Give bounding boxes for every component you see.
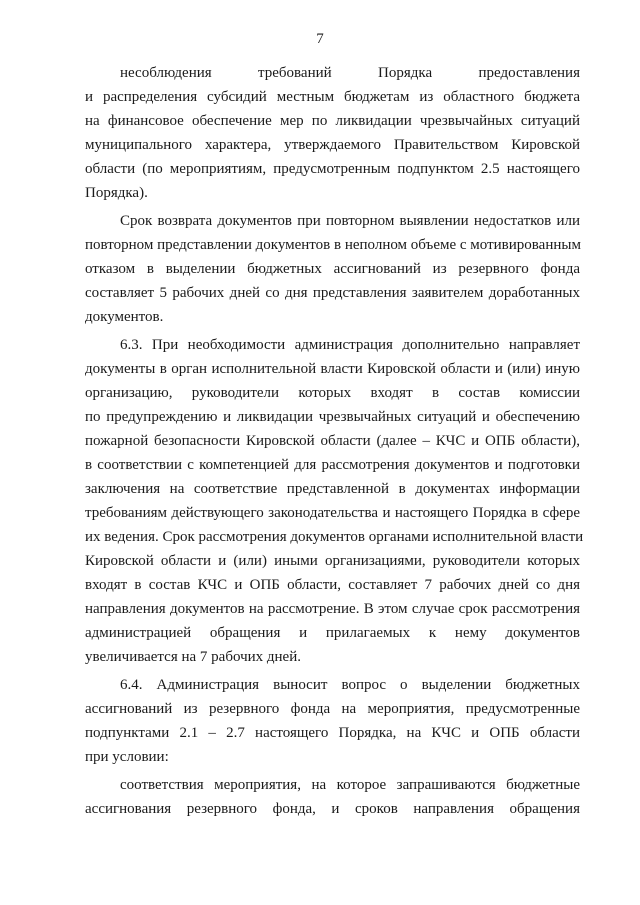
text-line: документов. xyxy=(85,309,164,325)
text-line: составляет 5 рабочих дней со дня представления заявителем доработанных xyxy=(85,285,580,301)
text-line: отказом в выделении бюджетных ассигнований из резервного фонда xyxy=(85,261,580,277)
text-line: и распределения субсидий местным бюджетам из областного бюджета xyxy=(85,89,580,105)
text-line: администрацией обращения и прилагаемых к нему документов xyxy=(85,625,580,641)
text-line: направления документов на рассмотрение. В этом случае срок рассмотрения xyxy=(85,601,580,617)
text-line: по предупреждению и ликвидации чрезвычайных ситуаций и обеспечению xyxy=(85,409,580,425)
text-line: документы в орган исполнительной власти Кировской области и (или) иную xyxy=(85,361,580,377)
text-line: входят в состав КЧС и ОПБ области, составляет 7 рабочих дней со дня xyxy=(85,577,580,593)
text-line: заключения на соответствие представленной в документах информации xyxy=(85,481,580,497)
text-line: требованиям действующего законодательства и настоящего Порядка в сфере xyxy=(85,505,580,521)
text-line: в соответствии с компетенцией для рассмотрения документов и подготовки xyxy=(85,457,580,473)
text-line: 6.4. Администрация выносит вопрос о выделении бюджетных xyxy=(120,677,580,693)
text-line: муниципального характера, утверждаемого Правительством Кировской xyxy=(85,137,580,153)
text-line: повторном представлении документов в неполном объеме с мотивированным xyxy=(85,237,581,253)
text-line: при условии: xyxy=(85,749,169,765)
text-line: подпунктами 2.1 – 2.7 настоящего Порядка, на КЧС и ОПБ области xyxy=(85,725,580,741)
text-line: области (по мероприятиям, предусмотренным подпунктом 2.5 настоящего xyxy=(85,161,580,177)
text-line: 6.3. При необходимости администрация дополнительно направляет xyxy=(120,337,580,353)
text-line: Кировской области и (или) иными организациями, руководители которых xyxy=(85,553,580,569)
text-line: соответствия мероприятия, на которое запрашиваются бюджетные xyxy=(120,777,580,793)
text-line: ассигнования резервного фонда, и сроков направления обращения xyxy=(85,801,580,817)
text-line: организацию, руководители которых входят в состав комиссии xyxy=(85,385,580,401)
text-line: ассигнований из резервного фонда на мероприятия, предусмотренные xyxy=(85,701,580,717)
page-number: 7 xyxy=(316,31,324,47)
text-line: на финансовое обеспечение мер по ликвидации чрезвычайных ситуаций xyxy=(85,113,580,129)
text-line: Срок возврата документов при повторном выявлении недостатков или xyxy=(120,213,580,229)
text-line: их ведения. Срок рассмотрения документов органами исполнительной власти xyxy=(85,529,584,545)
text-line: несоблюдения требований Порядка предоставления xyxy=(120,65,580,81)
text-line: увеличивается на 7 рабочих дней. xyxy=(85,649,301,665)
text-line: пожарной безопасности Кировской области (далее – КЧС и ОПБ области), xyxy=(85,433,580,449)
text-line: Порядка). xyxy=(85,185,148,201)
